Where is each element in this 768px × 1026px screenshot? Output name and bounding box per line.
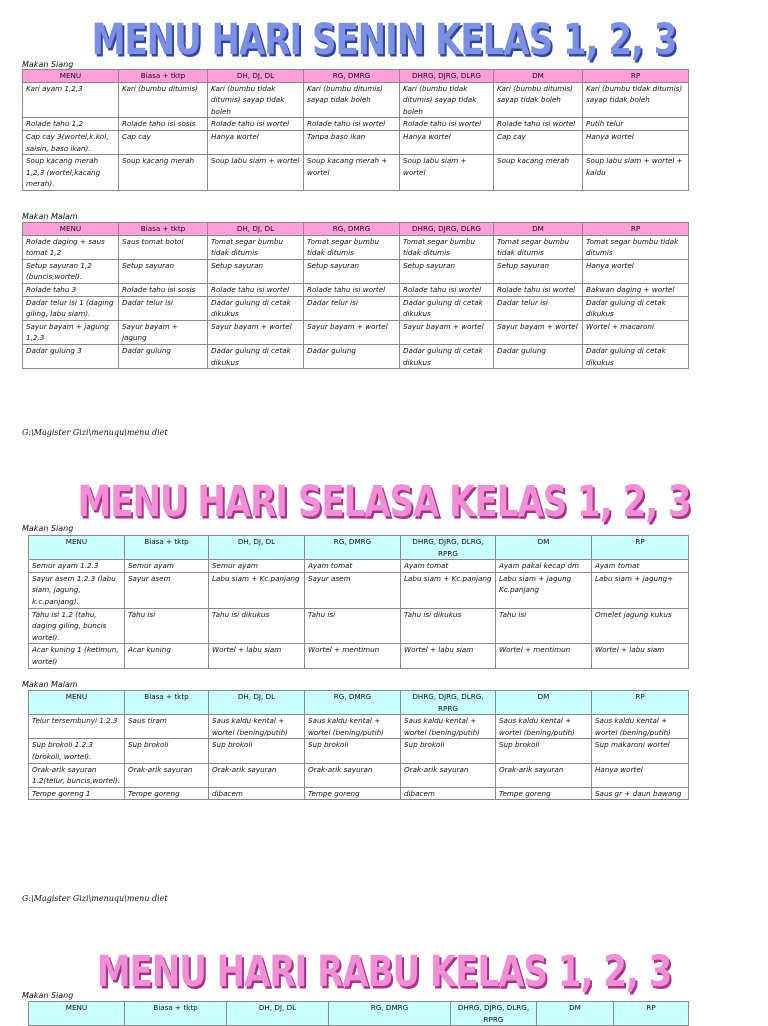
table-cell: Soup labu siam + wortel + kaldu [583, 155, 689, 191]
menu-table-monday-dinner [22, 222, 689, 369]
table-cell: Rolade tahu isi wortel [208, 283, 304, 296]
table-cell: Dadar telur isi [304, 296, 400, 320]
table-cell: Saus kaldu kental + wortel (bening/putih) [305, 715, 401, 739]
menu-table-tuesday-dinner [28, 690, 689, 800]
column-header: Biasa + tktp [125, 691, 209, 715]
table-cell: Wortel + labu siam [209, 644, 305, 668]
table-row [23, 118, 689, 131]
table-cell: Tempe goreng [125, 787, 209, 800]
section-label-lunch: Makan Siang [22, 991, 74, 1000]
table-cell: Tomat segar bumbu tidak ditumis [400, 235, 494, 259]
table-row [29, 787, 689, 800]
table-cell: Rolade tahu 1,2 [23, 118, 119, 131]
column-header: MENU [23, 70, 119, 83]
column-header: RG, DMRG [305, 691, 401, 715]
table-cell: Soup kacang merah [119, 155, 208, 191]
table-cell: Ayam tomat [592, 560, 689, 573]
table-cell: Tahu isi dikukus [209, 608, 305, 644]
column-header: DHRG, DJRG, DLRG [400, 223, 494, 236]
table-cell: Kari ayam 1,2,3 [23, 82, 119, 118]
column-header: Biasa + tktp [125, 1002, 227, 1026]
table-cell: Omelet jagung kukus [592, 608, 689, 644]
table-cell: Rolade tahu isi wortel [208, 118, 304, 131]
table-cell: Dadar gulung di cetak dikukus [583, 296, 689, 320]
table-cell: Saus kaldu kental + wortel (bening/putih) [592, 715, 689, 739]
column-header: DM [494, 223, 583, 236]
table-cell: Sayur bayam + wortel [208, 320, 304, 344]
column-header: DH, DJ, DL [208, 223, 304, 236]
column-header: DHRG, DJRG, DLRG [400, 70, 494, 83]
table-cell: Orak-arik sayuran [496, 763, 592, 787]
table-cell: Dadar gulung di cetak dikukus [583, 344, 689, 368]
table-cell: Sayur bayam + wortel [494, 320, 583, 344]
column-header: RG, DMRG [305, 536, 401, 560]
table-cell: Rolade tahu isi wortel [494, 118, 583, 131]
page-title-monday: MENU HARI SENIN KELAS 1, 2, 3 [91, 15, 677, 65]
table-cell: Acar kuning [125, 644, 209, 668]
column-header: RG, DMRG [304, 70, 400, 83]
table-cell: Soup kacang merah [494, 155, 583, 191]
column-header: DHRG, DJRG, DLRG, RPRG [401, 691, 496, 715]
table-cell: Sayur asem [305, 572, 401, 608]
table-cell: Kari (bumbu tidak ditumis) sayap tidak boleh [400, 82, 494, 118]
column-header: MENU [29, 536, 125, 560]
menu-table-wednesday-lunch [28, 1001, 689, 1026]
page-title-wednesday: MENU HARI RABU KELAS 1, 2, 3 [96, 947, 672, 997]
table-cell: Cap cay [494, 130, 583, 154]
table-row [29, 715, 689, 739]
table-cell: Wortel + mentimun [496, 644, 592, 668]
table-cell: Sup brokoli 1.2.3 (brokoli, wortel). [29, 739, 125, 763]
table-row [29, 739, 689, 763]
table-header-row [23, 223, 689, 236]
table-cell: Dadar gulung di cetak dikukus [400, 296, 494, 320]
column-header: DM [537, 1002, 614, 1026]
table-cell: Kari (bumbu ditumis) sayap tidak boleh [304, 82, 400, 118]
table-cell: Tempe goreng [496, 787, 592, 800]
table-cell: Sayur bayam + jagung 1,2,3 [23, 320, 119, 344]
table-cell: Sup brokoli [401, 739, 496, 763]
table-cell: Acar kuning 1 (ketimun, wortel) [29, 644, 125, 668]
column-header: Biasa + tktp [119, 223, 208, 236]
table-cell: Labu siam + jagung Kc.panjang [496, 572, 592, 608]
table-cell: Rolade tahu isi sosis [119, 118, 208, 131]
table-cell: Rolade tahu 3 [23, 283, 119, 296]
table-cell: Wortel + macaroni [583, 320, 689, 344]
table-cell: Tahu isi [125, 608, 209, 644]
column-header: Biasa + tktp [125, 536, 209, 560]
column-header: RG, DMRG [304, 223, 400, 236]
column-header: MENU [29, 1002, 125, 1026]
column-header: DHRG, DJRG, DLRG, RPRG [451, 1002, 537, 1026]
table-cell: Labu siam + Kc.panjang [401, 572, 496, 608]
table-cell: Rolade daging + saus tomat 1,2 [23, 235, 119, 259]
table-cell: Dadar gulung di cetak dikukus [400, 344, 494, 368]
column-header: DH, DJ, DL [209, 691, 305, 715]
table-header-row [29, 1002, 689, 1026]
menu-table-tuesday-lunch [28, 535, 689, 669]
table-row [29, 560, 689, 573]
table-cell: Saus kaldu kental + wortel (bening/putih) [496, 715, 592, 739]
table-cell: Putih telur [583, 118, 689, 131]
table-cell: Dadar telur isi [494, 296, 583, 320]
column-header: MENU [23, 223, 119, 236]
table-cell: Orak-arik sayuran [401, 763, 496, 787]
table-cell: Setup sayuran [494, 259, 583, 283]
table-cell: Dadar gulung 3 [23, 344, 119, 368]
table-cell: Rolade tahu isi wortel [400, 283, 494, 296]
table-row [29, 572, 689, 608]
table-cell: Rolade tahu isi wortel [494, 283, 583, 296]
column-header: DH, DJ, DL [208, 70, 304, 83]
table-row [29, 763, 689, 787]
page-title-tuesday: MENU HARI SELASA KELAS 1, 2, 3 [77, 477, 691, 527]
table-row [23, 235, 689, 259]
table-cell: Tahu isi 1.2 (tahu, daging giling, buncis wortel). [29, 608, 125, 644]
table-cell: Hanya wortel [583, 130, 689, 154]
table-cell: Tempe goreng [305, 787, 401, 800]
table-cell: Rolade tahu isi wortel [304, 283, 400, 296]
table-cell: Dadar gulung di cetak dikukus [208, 344, 304, 368]
table-row [23, 259, 689, 283]
table-cell: Hanya wortel [208, 130, 304, 154]
column-header: DH, DJ, DL [227, 1002, 329, 1026]
section-label-lunch: Makan Siang [22, 60, 74, 69]
column-header: Biasa + tktp [119, 70, 208, 83]
column-header: RG, DMRG [329, 1002, 451, 1026]
section-label-lunch: Makan Siang [22, 524, 74, 533]
table-cell: dibacem [209, 787, 305, 800]
table-cell: Tempe goreng 1 [29, 787, 125, 800]
table-cell: Semur ayam [125, 560, 209, 573]
table-cell: Setup sayuran [119, 259, 208, 283]
table-cell: Dadar gulung [304, 344, 400, 368]
table-cell: Cap cay 3(wortel,k.kol, saisin, baso ikan). [23, 130, 119, 154]
table-cell: Wortel + labu siam [401, 644, 496, 668]
table-cell: Sayur bayam + wortel [400, 320, 494, 344]
table-header-row [29, 691, 689, 715]
table-cell: Ayam tomat [401, 560, 496, 573]
menu-table-monday-lunch [22, 69, 689, 191]
table-cell: Setup sayuran [208, 259, 304, 283]
table-cell: Setup sayuran [400, 259, 494, 283]
table-cell: Hanya wortel [583, 259, 689, 283]
table-cell: Sup brokoli [209, 739, 305, 763]
table-cell: Orak-arik sayuran 1.2(telur, buncis,wortel). [29, 763, 125, 787]
table-cell: Sup brokoli [125, 739, 209, 763]
table-cell: Soup kacang merah 1,2,3 (wortel,kacang merah). [23, 155, 119, 191]
table-cell: Saus tomat botol [119, 235, 208, 259]
table-cell: Wortel + mentimun [305, 644, 401, 668]
section-label-dinner: Makan Malam [22, 212, 78, 221]
column-header: DM [496, 536, 592, 560]
table-cell: Labu siam + Kc.panjang [209, 572, 305, 608]
table-cell: Setup sayuran [304, 259, 400, 283]
table-cell: Saus tiram [125, 715, 209, 739]
table-cell: Soup kacang merah + wortel [304, 155, 400, 191]
table-cell: Hanya wortel [592, 763, 689, 787]
table-cell: Kari (bumbu ditumis) sayap tidak boleh [494, 82, 583, 118]
table-cell: Sayur asem 1.2.3 (labu siam, jagung, k.c.panjang). [29, 572, 125, 608]
table-row [23, 155, 689, 191]
table-cell: Dadar gulung [494, 344, 583, 368]
table-cell: Rolade tahu isi sosis [119, 283, 208, 296]
table-cell: Saus kaldu kental + wortel (bening/putih) [209, 715, 305, 739]
column-header: RP [583, 223, 689, 236]
table-cell: dibacem [401, 787, 496, 800]
table-cell: Saus kaldu kental + wortel (bening/putih) [401, 715, 496, 739]
table-cell: Tomat segar bumbu tidak ditumis [304, 235, 400, 259]
table-cell: Semur ayam [209, 560, 305, 573]
table-row [23, 296, 689, 320]
table-cell: Dadar gulung di cetak dikukus [208, 296, 304, 320]
table-cell: Sayur asem [125, 572, 209, 608]
column-header: RP [583, 70, 689, 83]
table-cell: Labu siam + jagung+ [592, 572, 689, 608]
table-cell: Tahu isi dikukus [401, 608, 496, 644]
table-cell: Setup sayuran 1,2 (buncis,wortel). [23, 259, 119, 283]
table-cell: Dadar gulung [119, 344, 208, 368]
table-cell: Tomat segar bumbu tidak ditumis [583, 235, 689, 259]
table-cell: Soup labu siam + wortel [400, 155, 494, 191]
table-header-row [23, 70, 689, 83]
table-row [23, 283, 689, 296]
column-header: RP [614, 1002, 689, 1026]
table-cell: Sayur bayam + jagung [119, 320, 208, 344]
table-row [23, 130, 689, 154]
table-cell: Ayam pakai kecap dm [496, 560, 592, 573]
column-header: RP [592, 536, 689, 560]
table-row [29, 608, 689, 644]
table-cell: Cap cay [119, 130, 208, 154]
table-row [23, 344, 689, 368]
table-cell: Kari (bumbu ditumis) [119, 82, 208, 118]
table-row [23, 82, 689, 118]
column-header: DHRG, DJRG, DLRG, RPRG [401, 536, 496, 560]
table-cell: Soup labu siam + wortel [208, 155, 304, 191]
table-cell: Dadar telur isi 1 (daging giling, labu siam). [23, 296, 119, 320]
table-cell: Saus gr + daun bawang [592, 787, 689, 800]
table-cell: Orak-arik sayuran [125, 763, 209, 787]
table-cell: Dadar telur isi [119, 296, 208, 320]
table-cell: Wortel + labu siam [592, 644, 689, 668]
table-cell: Bakwan daging + wortel [583, 283, 689, 296]
table-row [23, 320, 689, 344]
table-cell: Sup makaroni wortel [592, 739, 689, 763]
column-header: RP [592, 691, 689, 715]
table-row [29, 644, 689, 668]
table-cell: Telur tersembunyi 1.2.3 [29, 715, 125, 739]
table-cell: Orak-arik sayuran [305, 763, 401, 787]
table-cell: Rolade tahu isi wortel [304, 118, 400, 131]
table-cell: Tahu isi [496, 608, 592, 644]
column-header: DH, DJ, DL [209, 536, 305, 560]
table-cell: Semur ayam 1.2.3 [29, 560, 125, 573]
column-header: DM [496, 691, 592, 715]
table-cell: Tahu isi [305, 608, 401, 644]
section-label-dinner: Makan Malam [22, 680, 78, 689]
table-cell: Sup brokoli [496, 739, 592, 763]
table-header-row [29, 536, 689, 560]
table-cell: Hanya wortel [400, 130, 494, 154]
table-cell: Kari (bumbu tidak ditumis) sayap tidak boleh [208, 82, 304, 118]
table-cell: Kari (bumbu tidak ditumis) sayap tidak boleh [583, 82, 689, 118]
table-cell: Orak-arik sayuran [209, 763, 305, 787]
table-cell: Sayur bayam + wortel [304, 320, 400, 344]
table-cell: Ayam tomat [305, 560, 401, 573]
file-path-footer: G:\Magister Gizi\menuqu\menu diet [22, 428, 168, 437]
table-cell: Tanpa baso ikan [304, 130, 400, 154]
column-header: MENU [29, 691, 125, 715]
table-cell: Tomat segar bumbu tidak ditumis [208, 235, 304, 259]
table-cell: Sup brokoli [305, 739, 401, 763]
table-cell: Rolade tahu isi wortel [400, 118, 494, 131]
file-path-footer: G:\Magister Gizi\menuqu\menu diet [22, 894, 168, 903]
table-cell: Tomat segar bumbu tidak ditumis [494, 235, 583, 259]
column-header: DM [494, 70, 583, 83]
